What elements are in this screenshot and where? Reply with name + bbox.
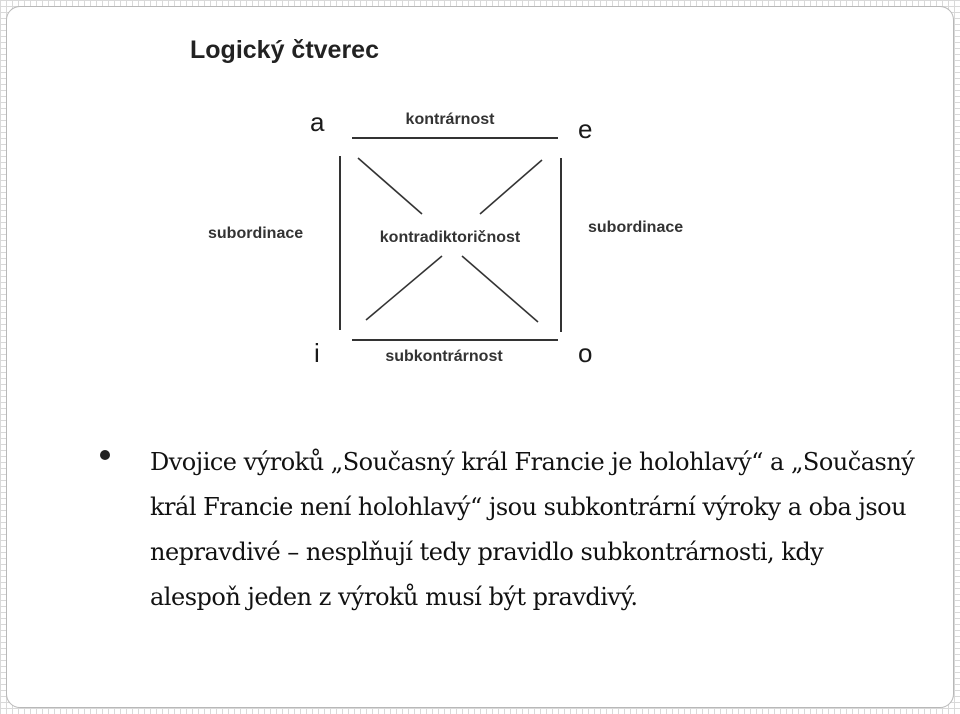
diagram-canvas bbox=[180, 18, 750, 378]
diagonal-e-i-upper bbox=[480, 160, 542, 214]
diagonal-a-o-upper bbox=[358, 158, 422, 214]
relation-subordination-right: subordinace bbox=[588, 219, 684, 236]
diagram-title: Logický čtverec bbox=[190, 36, 379, 64]
bullet-marker bbox=[100, 450, 110, 460]
bullet-text: Dvojice výroků „Současný král Francie je holohlavý“ a „Současný král Francie není holohlavý“ jsou subkontrární výroky a oba jsou nepravdivé – nesplňují tedy pravidlo subkontrárnosti, kdy alespoň jeden z výroků musí být pravdivý. bbox=[150, 448, 915, 611]
relation-subordination-left: subordinace bbox=[208, 225, 304, 242]
relation-subcontrary: subkontrárnost bbox=[385, 348, 503, 365]
relation-contradictory: kontradiktoričnost bbox=[379, 229, 521, 246]
corner-o: o bbox=[578, 338, 593, 368]
corner-a: a bbox=[310, 107, 325, 137]
corner-i: i bbox=[314, 338, 320, 368]
corner-e: e bbox=[578, 114, 593, 144]
diagonal-e-i-lower bbox=[366, 256, 442, 320]
diagonal-a-o-lower bbox=[462, 256, 538, 322]
relation-contrary: kontrárnost bbox=[405, 111, 495, 128]
logical-square-diagram bbox=[180, 18, 750, 378]
